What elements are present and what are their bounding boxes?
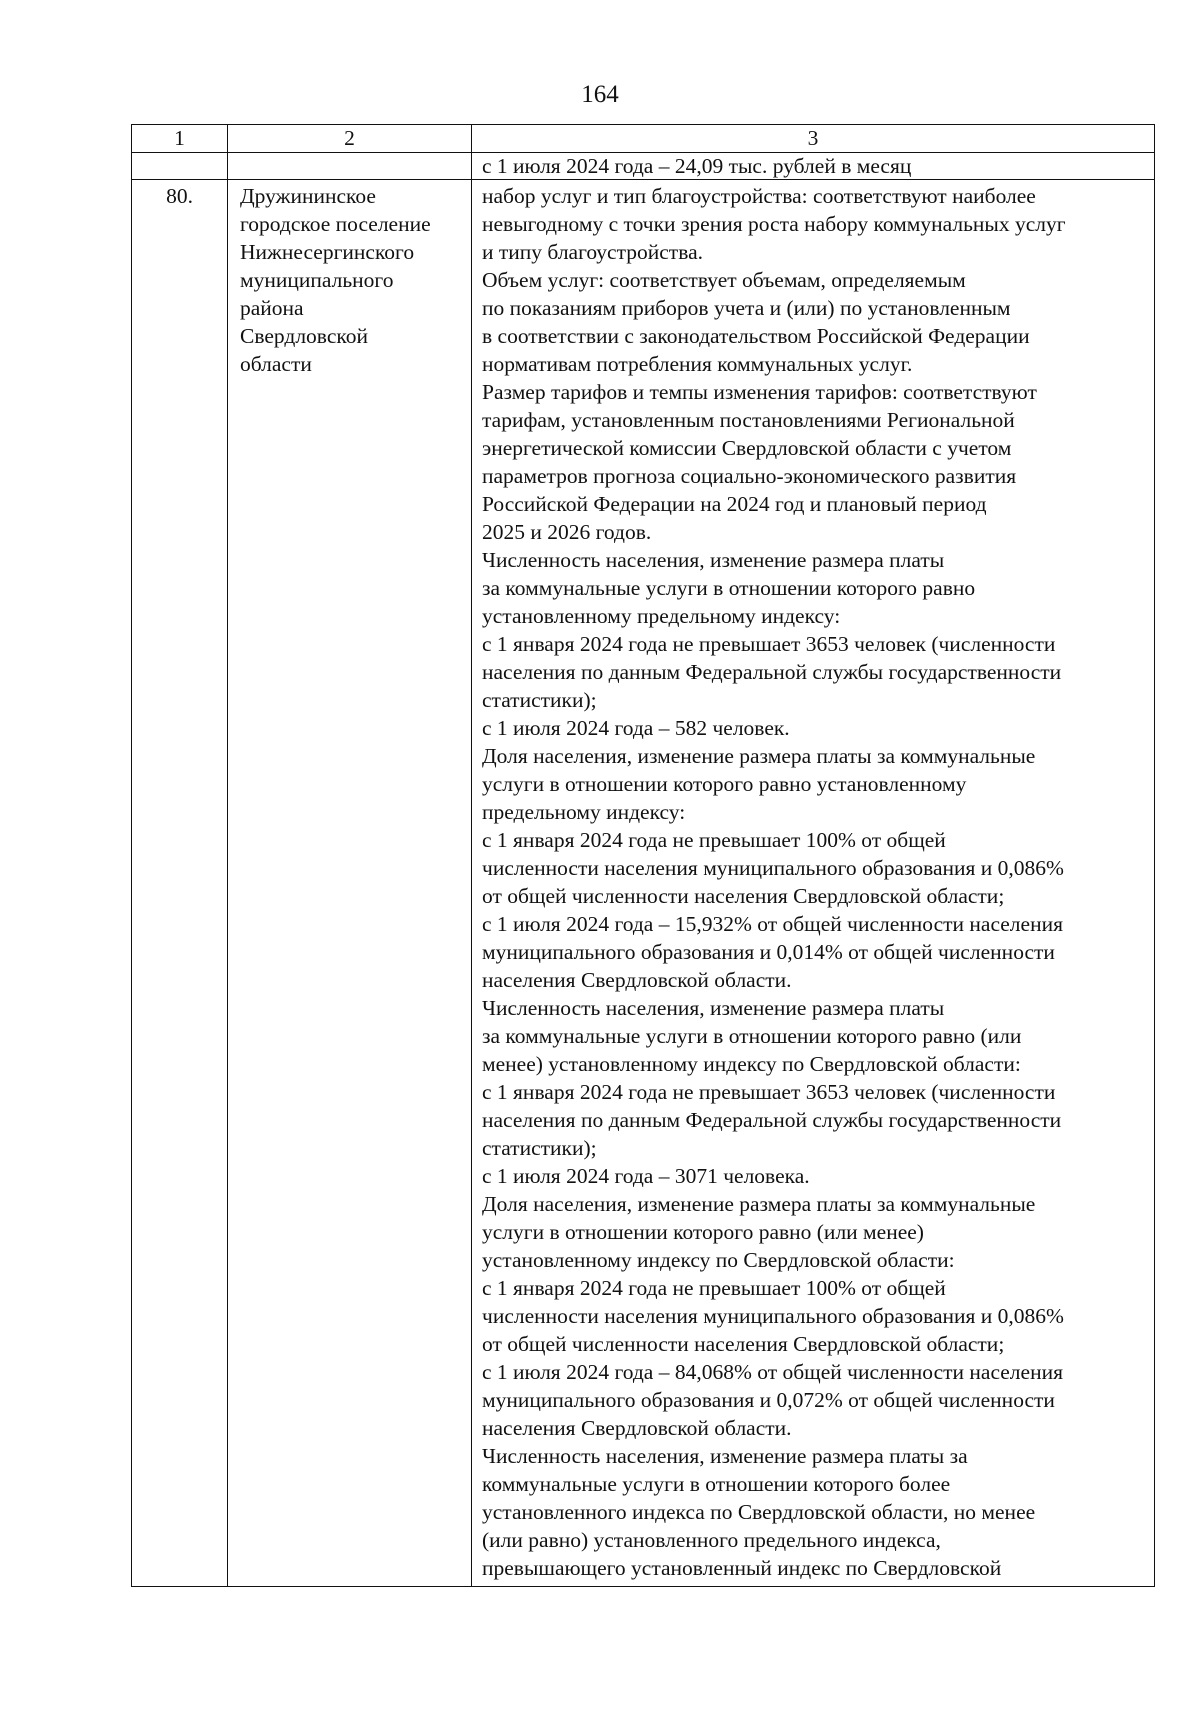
description-text-line: муниципального образования и 0,072% от общей численности [482,1388,1055,1412]
description-text-line: с 1 июля 2024 года – 582 человек. [482,716,790,740]
description-text-line: установленному индексу по Свердловской области: [482,1248,955,1272]
description-text-line: энергетической комиссии Свердловской области с учетом [482,436,1012,460]
municipality-name-line: городское поселение [240,212,431,236]
description-text-cell [472,180,1155,1587]
description-text-line: Объем услуг: соответствует объемам, определяемым [482,268,966,292]
municipality-name-cell [228,180,472,1587]
continuation-text-cell: с 1 июля 2024 года – 24,09 тыс. рублей в месяц [472,153,1155,180]
description-text-line: от общей численности населения Свердловской области; [482,884,1005,908]
municipality-name-line: муниципального [240,268,394,292]
municipality-name-line: области [240,352,312,376]
description-text-line: численности населения муниципального образования и 0,086% [482,856,1064,880]
description-text-line: Доля населения, изменение размера платы за коммунальные [482,1192,1036,1216]
table-header-row [132,125,1155,153]
description-text-line: за коммунальные услуги в отношении которого равно [482,576,976,600]
municipality-name-line: района [240,296,304,320]
description-text-line: с 1 января 2024 года не превышает 3653 человек (численности [482,1080,1056,1104]
description-text-line: от общей численности населения Свердловской области; [482,1332,1005,1356]
description-text-line: (или равно) установленного предельного индекса, [482,1528,941,1552]
description-text-line: 2025 и 2026 годов. [482,520,652,544]
row-number: 80. [132,180,228,1587]
description-text-line: установленного индекса по Свердловской области, но менее [482,1500,1036,1524]
tariff-table [131,124,1155,1587]
description-text-line: населения Свердловской области. [482,1416,792,1440]
continuation-number-cell [132,153,228,180]
description-text-line: с 1 января 2024 года не превышает 3653 человек (численности [482,632,1056,656]
description-text-line: населения Свердловской области. [482,968,792,992]
description-text-line: менее) установленному индексу по Свердловской области: [482,1052,1021,1076]
description-text-line: статистики); [482,688,597,712]
description-text-line: с 1 июля 2024 года – 3071 человека. [482,1164,810,1188]
description-text-line: статистики); [482,1136,597,1160]
description-text-line: численности населения муниципального образования и 0,086% [482,1304,1064,1328]
description-text-line: с 1 июля 2024 года – 84,068% от общей численности населения [482,1360,1063,1384]
column-header-1: 1 [132,125,228,153]
description-text-line: коммунальные услуги в отношении которого более [482,1472,951,1496]
description-text-line: по показаниям приборов учета и (или) по установленным [482,296,1011,320]
page-number: 164 [581,81,619,108]
description-text-line: невыгодному с точки зрения роста набору коммунальных услуг [482,212,1066,236]
description-text-line: Размер тарифов и темпы изменения тарифов: соответствуют [482,380,1037,404]
continuation-name-cell [228,153,472,180]
description-text-line: тарифам, установленным постановлениями Региональной [482,408,1015,432]
description-text-line: с 1 января 2024 года не превышает 100% от общей [482,1276,946,1300]
description-text-line: Численность населения, изменение размера платы [482,548,945,572]
description-text-line: набор услуг и тип благоустройства: соответствуют наиболее [482,184,1036,208]
description-text-line: предельному индексу: [482,800,686,824]
column-header-3: 3 [472,125,1155,153]
municipality-name-line: Дружининское [240,184,376,208]
description-text-line: Численность населения, изменение размера платы [482,996,945,1020]
description-text-line: нормативам потребления коммунальных услуг. [482,352,913,376]
description-text-line: услуги в отношении которого равно установленному [482,772,967,796]
description-text-line: установленному предельному индексу: [482,604,841,628]
municipality-name-line: Свердловской [240,324,368,348]
column-header-2: 2 [228,125,472,153]
table-row [132,180,1155,1587]
description-text-line: услуги в отношении которого равно (или менее) [482,1220,924,1244]
description-text-line: Доля населения, изменение размера платы за коммунальные [482,744,1036,768]
description-text-line: и типу благоустройства. [482,240,703,264]
table-continuation-row [132,153,1155,180]
description-text-line: Численность населения, изменение размера платы за [482,1444,968,1468]
description-text-line: параметров прогноза социально-экономического развития [482,464,1017,488]
description-text-line: в соответствии с законодательством Российской Федерации [482,324,1030,348]
municipality-name-line: Нижнесергинского [240,240,415,264]
description-text-line: с 1 января 2024 года не превышает 100% от общей [482,828,946,852]
description-text-line: населения по данным Федеральной службы государственности [482,1108,1062,1132]
description-text-line: муниципального образования и 0,014% от общей численности [482,940,1055,964]
description-text-line: Российской Федерации на 2024 год и плановый период [482,492,987,516]
description-text-line: населения по данным Федеральной службы государственности [482,660,1062,684]
description-text-line: превышающего установленный индекс по Свердловской [482,1556,1002,1580]
description-text-line: с 1 июля 2024 года – 15,932% от общей численности населения [482,912,1063,936]
description-text-line: за коммунальные услуги в отношении которого равно (или [482,1024,1022,1048]
